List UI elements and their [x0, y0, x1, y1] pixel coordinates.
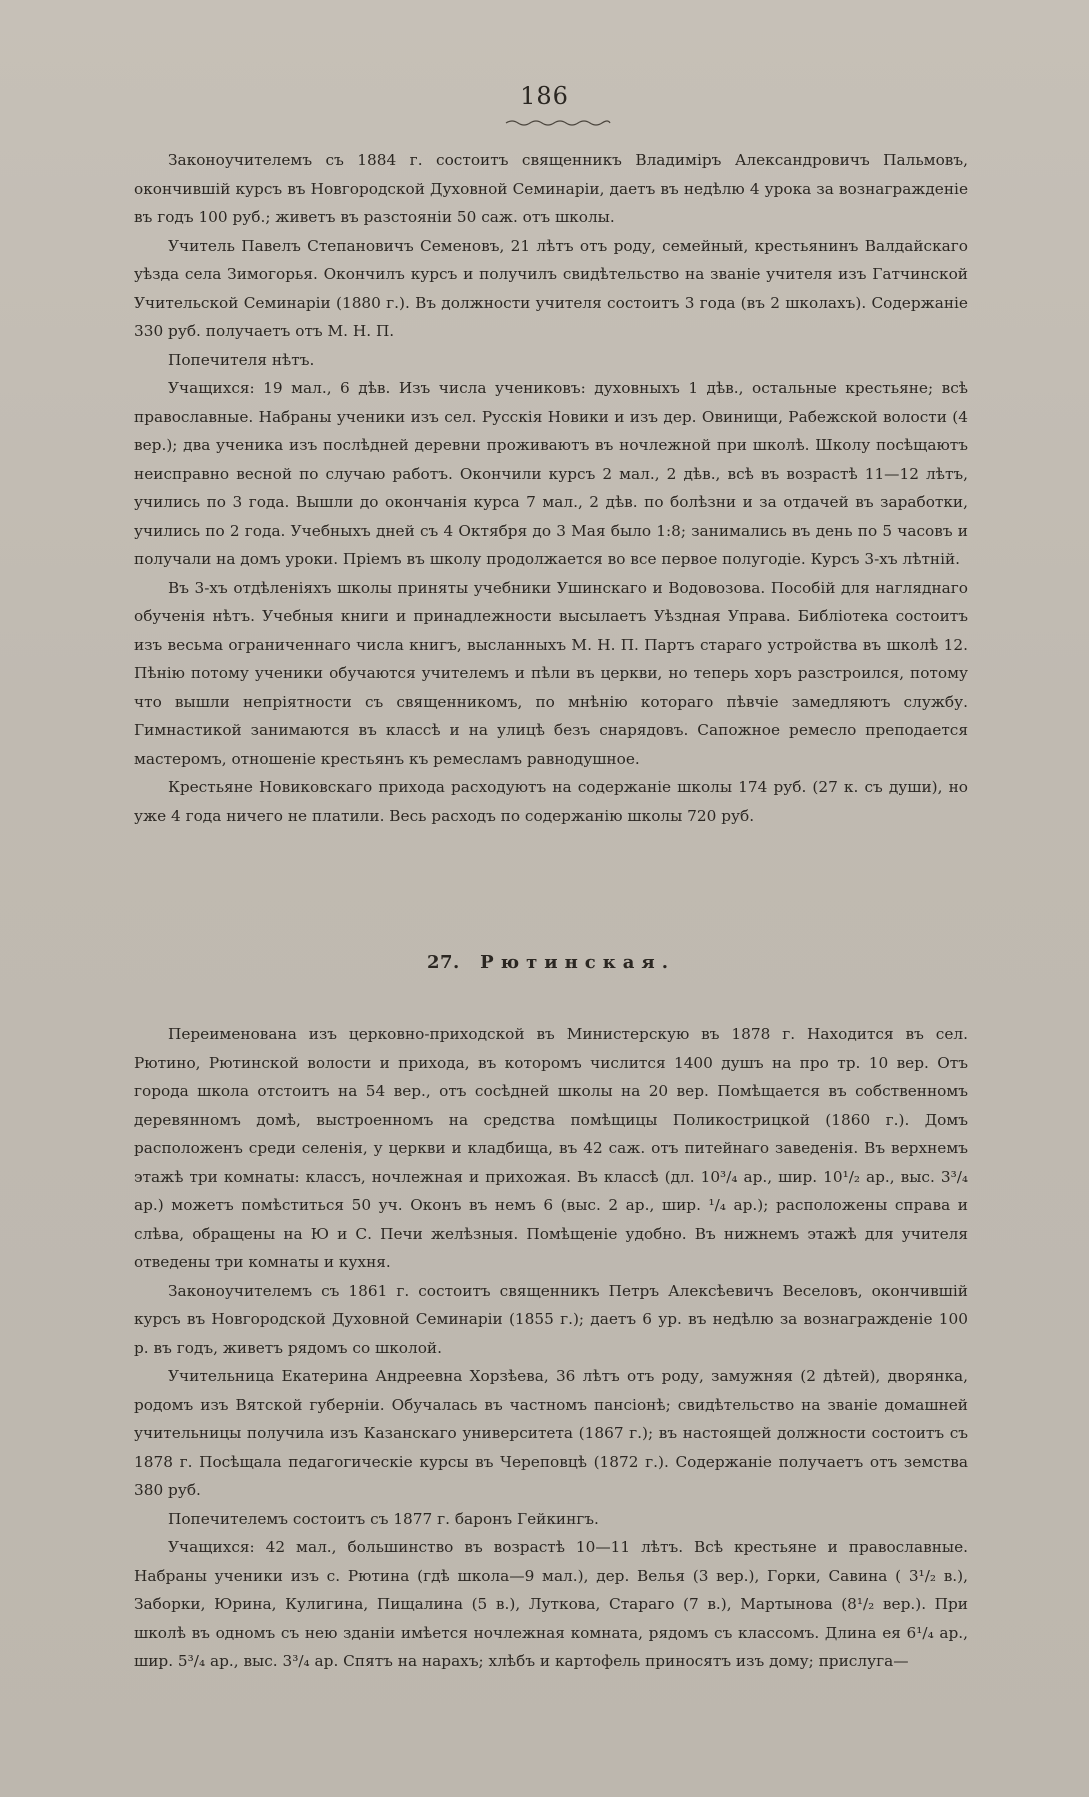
paragraph: Въ 3-хъ отдѣленіяхъ школы приняты учебники Ушинскаго и Водовозова. Пособій для нагляднаго обученія нѣтъ. Учебныя книги и принадлежности высылаетъ Уѣздная Управа. Библіотека состоитъ изъ весьма ограниченнаго числа книгъ, высланныхъ М. Н. П. Партъ стараго устройства въ школѣ 12. Пѣнію потому ученики обучаются учителемъ и пѣли въ церкви, но теперь хоръ разстроился, потому что вышли непріятности съ священникомъ, по мнѣнію котораго пѣвчіе замедляютъ службу. Гимнастикой занимаются въ классѣ и на улицѣ безъ снарядовъ. Сапожное ремесло преподается мастеромъ, отношеніе крестьянъ къ ремесламъ равнодушное.: [134, 578, 968, 768]
section-title: Рютинская.: [480, 952, 675, 973]
paragraph: Учитель Павелъ Степановичъ Семеновъ, 21 лѣтъ отъ роду, семейный, крестьянинъ Валдайскаго уѣзда села Зимогорья. Окончилъ курсъ и получилъ свидѣтельство на званіе учителя изъ Гатчинской Учительской Семинаріи (1880 г.). Въ должности учителя состоитъ 3 года (въ 2 школахъ). Содержаніе 330 руб. получаетъ отъ М. Н. П.: [134, 236, 968, 340]
paragraph: Учащихся: 19 мал., 6 дѣв. Изъ числа учениковъ: духовныхъ 1 дѣв., остальные крестьяне; всѣ православные. Набраны ученики изъ сел. Русскія Новики и изъ дер. Овинищи, Рабежской волости (4 вер.); два ученика изъ послѣдней деревни проживаютъ въ ночлежной при школѣ. Школу посѣщаютъ неисправно весной по случаю работъ. Окончили курсъ 2 мал., 2 дѣв., всѣ въ возрастѣ 11—12 лѣтъ, учились по 3 года. Вышли до окончанія курса 7 мал., 2 дѣв. по болѣзни и за отдачей въ заработки, учились по 2 года. Учебныхъ дней съ 4 Октября до 3 Мая было 1:8; занимались въ день по 5 часовъ и получали на домъ уроки. Пріемъ въ школу продолжается во все первое полугодіе. Курсъ 3-хъ лѣтній.: [134, 379, 968, 568]
paragraph: Попечителемъ состоитъ съ 1877 г. баронъ Гейкингъ.: [168, 1509, 599, 1528]
paragraph: Учащихся: 42 мал., большинство въ возрастѣ 10—11 лѣтъ. Всѣ крестьяне и православные. Набраны ученики изъ с. Рютина (гдѣ школа—9 мал.), дер. Велья (3 вер.), Горки, Савина ( 3¹/₂ в.), Заборки, Юрина, Кулигина, Пищалина (5 в.), Луткова, Стараго (7 в.), Мартынова (8¹/₂ вер.). При школѣ въ одномъ съ нею зданіи имѣется ночлежная комната, рядомъ съ классомъ. Длина ея 6¹/₄ ар., шир. 5³/₄ ар., выс. 3³/₄ ар. Спятъ на нарахъ; хлѣбъ и картофель приносятъ изъ дому; прислуга—: [134, 1538, 968, 1670]
section-1-body: [134, 146, 968, 830]
section-2-body: [134, 1020, 968, 1676]
page-number: 186: [520, 82, 569, 110]
paragraph: Законоучителемъ съ 1861 г. состоитъ священникъ Петръ Алексѣевичъ Веселовъ, окончившій курсъ въ Новгородской Духовной Семинаріи (1855 г.); даетъ 6 ур. въ недѣлю за вознагражденіе 100 р. въ годъ, живетъ рядомъ со школой.: [134, 1281, 968, 1357]
paragraph: Попечителя нѣтъ.: [168, 350, 315, 369]
paragraph: Крестьяне Новиковскаго прихода расходуютъ на содержаніе школы 174 руб. (27 к. съ души), но уже 4 года ничего не платили. Весь расходъ по содержанію школы 720 руб.: [134, 778, 968, 825]
section-heading: [134, 952, 968, 973]
section-number: 27.: [427, 952, 460, 973]
paragraph: Учительница Екатерина Андреевна Хорзѣева, 36 лѣтъ отъ роду, замужняя (2 дѣтей), дворянка, родомъ изъ Вятской губерніи. Обучалась въ частномъ пансіонѣ; свидѣтельство на званіе домашней учительницы получила изъ Казанскаго университета (1867 г.); въ настоящей должности состоитъ съ 1878 г. Посѣщала педагогическіе курсы въ Череповцѣ (1872 г.). Содержаніе получаетъ отъ земства 380 руб.: [134, 1367, 968, 1499]
paragraph: Законоучителемъ съ 1884 г. состоитъ священникъ Владиміръ Александровичъ Пальмовъ, окончившій курсъ въ Новгородской Духовной Семинаріи, даетъ въ недѣлю 4 урока за вознагражденіе въ годъ 100 руб.; живетъ въ разстояніи 50 саж. отъ школы.: [134, 151, 968, 226]
paragraph: Переименована изъ церковно-приходской въ Министерскую въ 1878 г. Находится въ сел. Рютино, Рютинской волости и прихода, въ которомъ числится 1400 душъ на про тр. 10 вер. Отъ города школа отстоитъ на 54 вер., отъ сосѣдней школы на 20 вер. Помѣщается въ собственномъ деревянномъ домѣ, выстроенномъ на средства помѣщицы Поликострицкой (1860 г.). Домъ расположенъ среди селенія, у церкви и кладбища, въ 42 саж. отъ питейнаго заведенія. Въ верхнемъ этажѣ три комнаты: классъ, ночлежная и прихожая. Въ классѣ (дл. 10³/₄ ар., шир. 10¹/₂ ар., выс. 3³/₄ ар.) можетъ помѣститься 50 уч. Оконъ въ немъ 6 (выс. 2 ар., шир. ¹/₄ ар.); расположены справа и слѣва, обращены на Ю и С. Печи желѣзныя. Помѣщеніе удобно. Въ нижнемъ этажѣ для учителя отведены три комнаты и кухня.: [134, 1025, 968, 1271]
ornament-divider: [504, 118, 612, 128]
